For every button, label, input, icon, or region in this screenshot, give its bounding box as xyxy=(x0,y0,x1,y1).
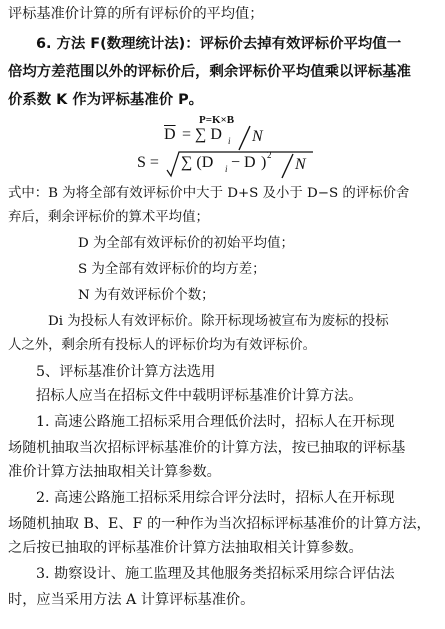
def-di: Di 为投标人有效评标价。除开标现场被宣布为废标的投标 xyxy=(48,314,389,329)
method-f-heading: 6. 方法 F(数理统计法)：评标价去掉有效评标价平均值一 xyxy=(36,36,402,52)
where-line-2: 弃后，剩余评标价的算术平均值； xyxy=(8,210,209,225)
item-3-line-2: 时，应当采用方法 A 计算评标基准价。 xyxy=(8,592,255,608)
mean-denominator: N xyxy=(252,128,263,145)
stddev-denominator: N xyxy=(295,156,306,173)
where-line-1: 式中：B 为将全部有效评标价中大于 D+S 及小于 D−S 的评标价舍 xyxy=(8,186,410,201)
stddev-lhs: S = xyxy=(137,154,159,171)
item-3-line-1: 3. 勘察设计、施工监理及其他服务类招标采用综合评估法 xyxy=(36,566,395,582)
item-2-line-2: 场随机抽取 B、E、F 的一种作为当次招标评标基准价的计算方法， xyxy=(8,516,431,532)
def-s: S 为全部有效评标价的均方差； xyxy=(78,262,266,277)
mean-sub: i xyxy=(228,136,231,146)
formula-p: P=K×B xyxy=(199,114,235,126)
stddev-sup: 2 xyxy=(267,150,272,160)
text-line-1: 评标基准价计算的所有评标价的平均值； xyxy=(8,6,264,22)
def-n: N 为有效评标价个数； xyxy=(78,288,215,303)
stddev-sub: i xyxy=(225,164,228,174)
method-f-line-3: 价系数 K 作为评标基准价 P。 xyxy=(8,92,204,108)
item-2-line-1: 2. 高速公路施工招标采用综合评分法时，招标人在开标现 xyxy=(36,490,395,506)
item-1-line-3: 准价计算方法抽取相关计算参数。 xyxy=(8,464,221,480)
stddev-minus: − D xyxy=(231,154,256,171)
mean-symbol: $\overline{D}$ xyxy=(164,126,176,143)
item-1-line-1: 1. 高速公路施工招标采用合理低价法时，招标人在开标现 xyxy=(36,414,395,430)
item-1-line-2: 场随机抽取当次招标评标基准价的计算方法，按已抽取的评标基 xyxy=(8,440,406,456)
stddev-slash xyxy=(277,152,297,180)
method-f-line-2: 倍均方差范围以外的评标价后，剩余评标价平均值乘以评标基准 xyxy=(8,64,411,80)
mean-sum: = ∑ D xyxy=(182,126,222,143)
stddev-body: ∑ (D xyxy=(181,154,214,171)
def-d: D 为全部有效评标价的初始平均值； xyxy=(78,236,294,251)
stddev-close: ) xyxy=(261,154,267,171)
fraction-slash xyxy=(234,124,254,152)
section-5-intro: 招标人应当在招标文件中载明评标基准价计算方法。 xyxy=(36,388,363,404)
item-2-line-3: 之后按已抽取的评标基准价计算方法抽取相关计算参数。 xyxy=(8,540,363,556)
def-di-cont: 人之外，剩余所有投标人的评标价均为有效评标价。 xyxy=(8,338,316,353)
section-5-heading: 5、评标基准价计算方法选用 xyxy=(36,364,216,380)
